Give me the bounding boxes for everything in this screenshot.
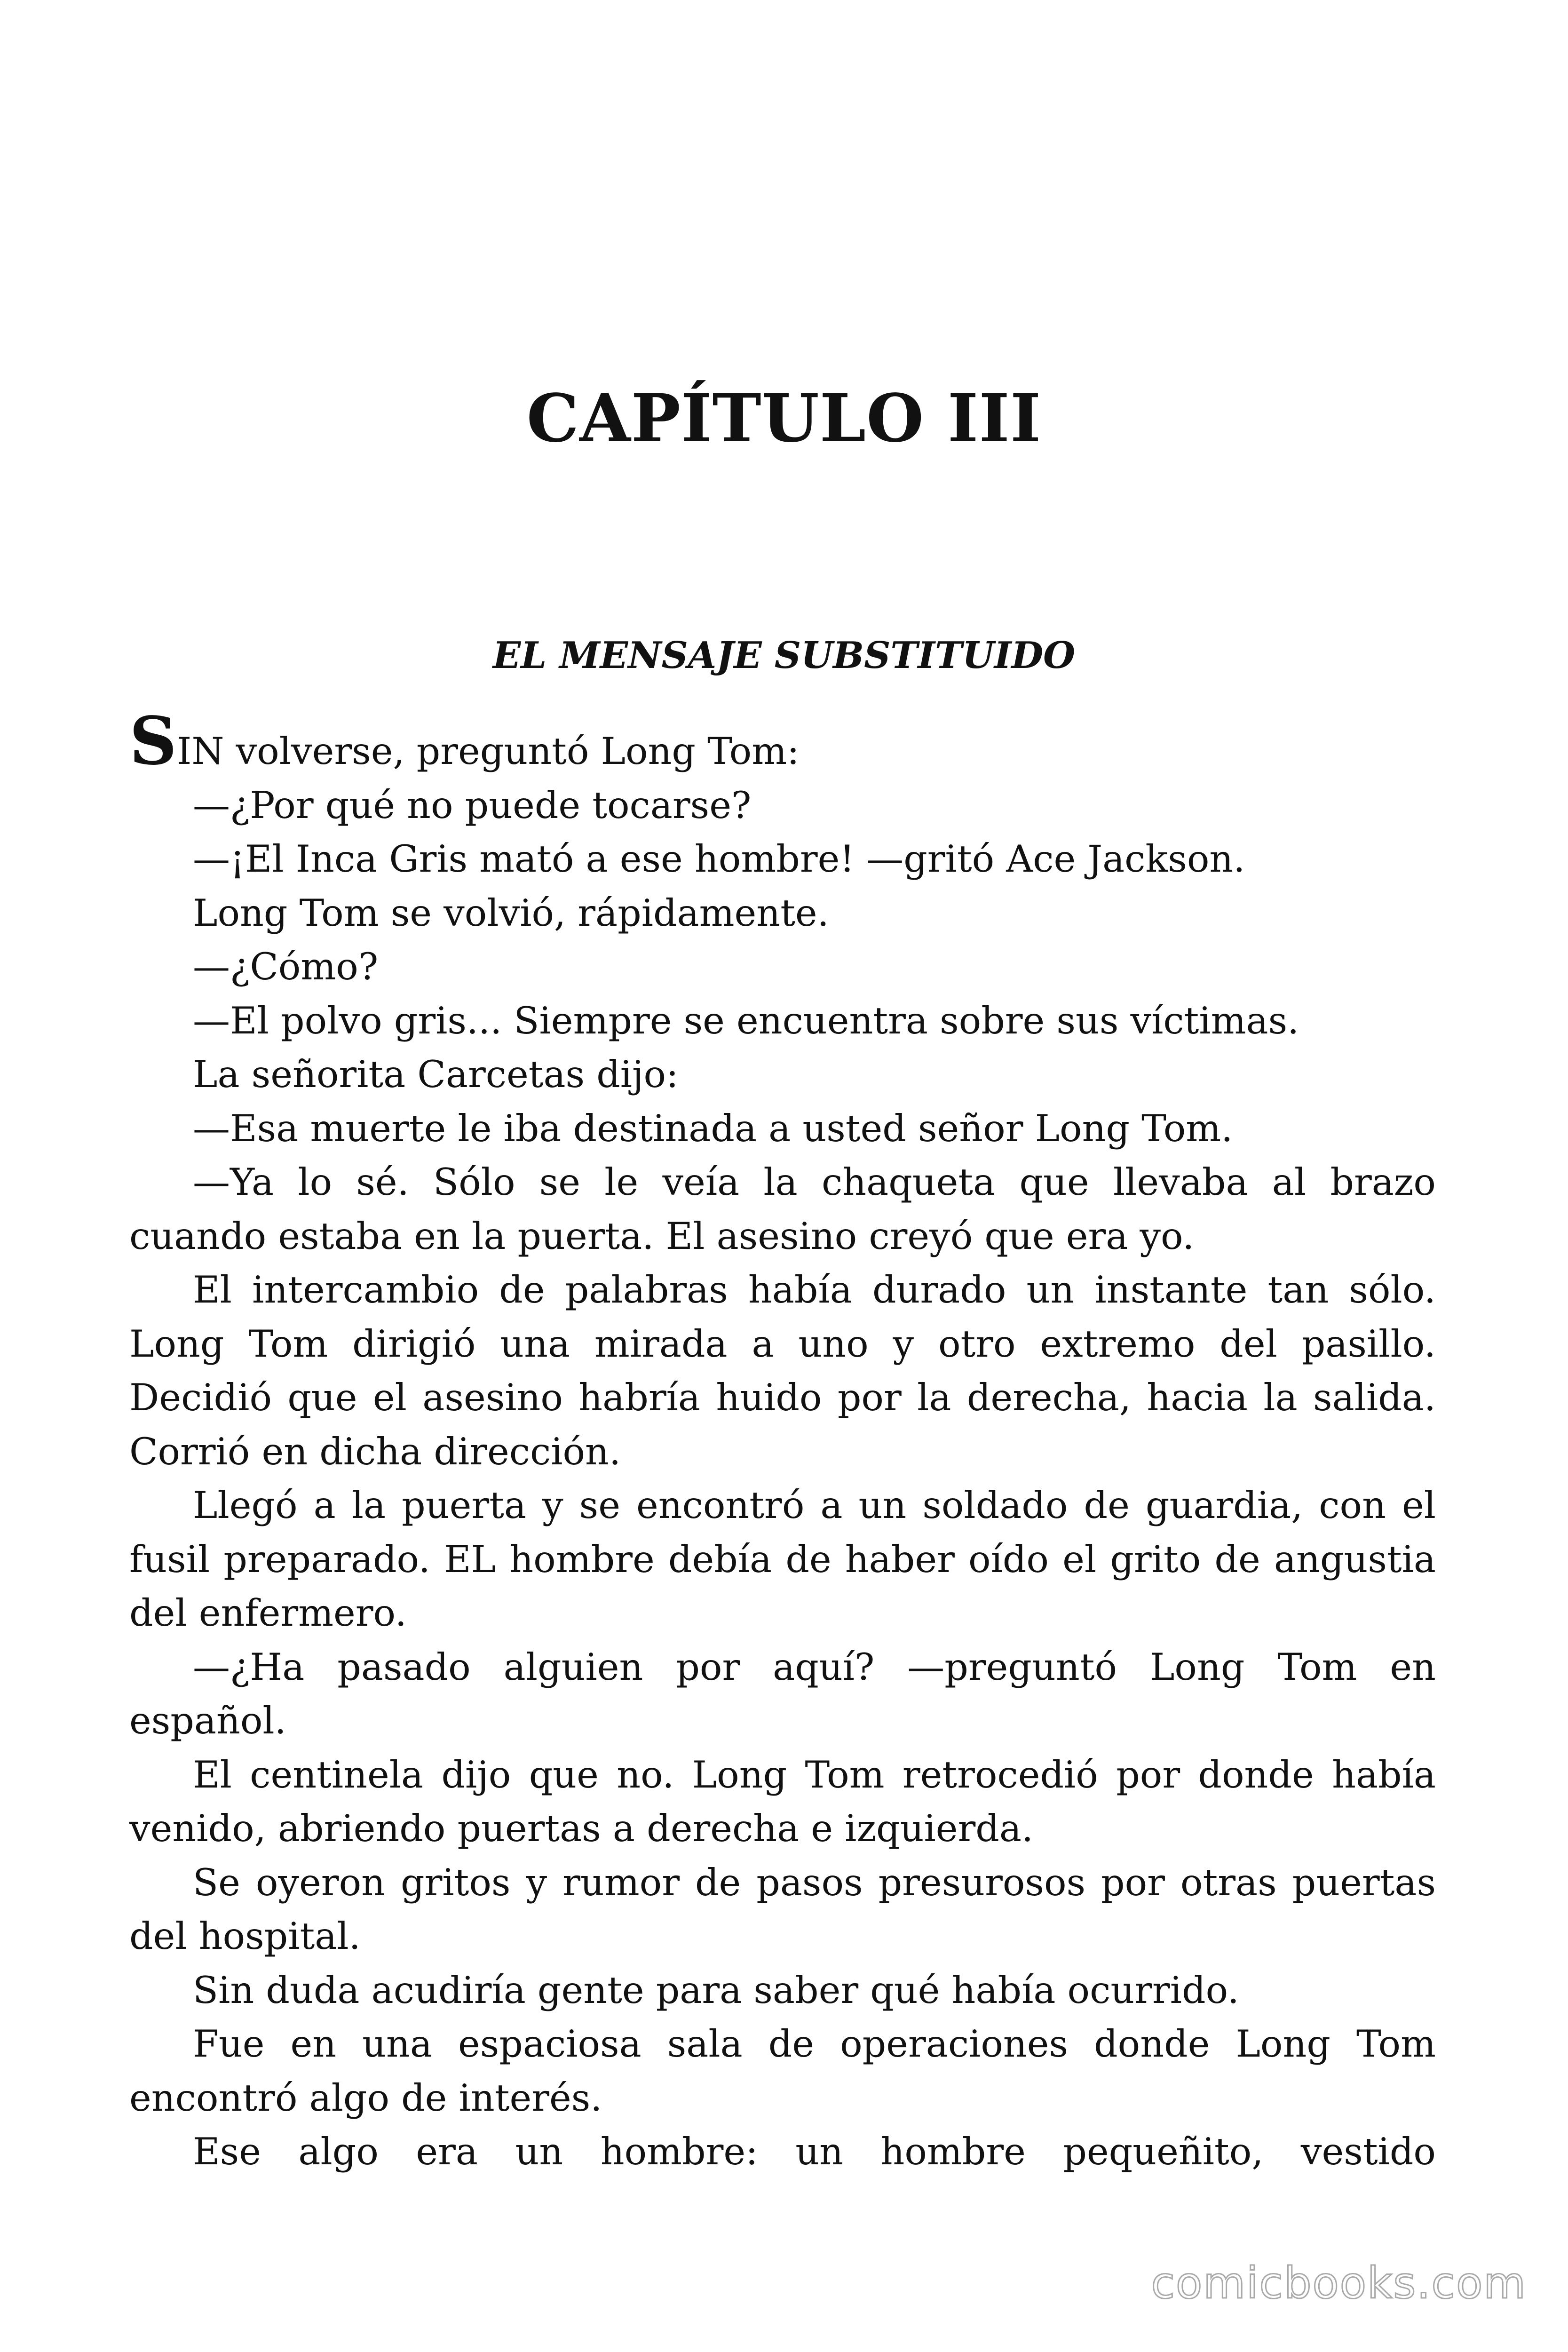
paragraph: —¡El Inca Gris mató a ese hombre! —gritó Ace Jackson.: [193, 837, 1245, 881]
paragraph: —¿Ha pasado alguien por aquí? —preguntó Long Tom en español.: [129, 1645, 1436, 1742]
opening-paragraph: [129, 703, 1436, 780]
paragraph: —Ya lo sé. Sólo se le veía la chaqueta que llevaba al brazo cuando estaba en la puerta. El asesino creyó que era yo.: [129, 1160, 1436, 1258]
paragraph: —Esa muerte le iba destinada a usted señor Long Tom.: [193, 1106, 1233, 1150]
paragraph: —¿Por qué no puede tocarse?: [193, 783, 752, 827]
paragraph: Se oyeron gritos y rumor de pasos presurosos por otras puertas del hospital.: [129, 1860, 1436, 1958]
paragraph: —El polvo gris... Siempre se encuentra sobre sus víctimas.: [193, 999, 1299, 1042]
paragraph: Sin duda acudiría gente para saber qué había ocurrido.: [193, 1968, 1239, 2012]
paragraph: Llegó a la puerta y se encontró a un soldado de guardia, con el fusil preparado. EL hombre debía de haber oído el grito de angustia del enfermero.: [129, 1484, 1436, 1635]
site-watermark: comicbooks.com: [1151, 2258, 1527, 2308]
opening-paragraph-text: IN volverse, preguntó Long Tom:: [177, 730, 800, 773]
chapter-title: CAPÍTULO III: [526, 380, 1042, 457]
chapter-body: [129, 703, 1436, 2179]
paragraph: La señorita Carcetas dijo:: [193, 1053, 679, 1096]
paragraph: Long Tom se volvió, rápidamente.: [193, 891, 829, 935]
drop-initial: S: [129, 703, 177, 780]
paragraph: Fue en una espaciosa sala de operaciones donde Long Tom encontró algo de interés.: [129, 2022, 1436, 2120]
chapter-subtitle: EL MENSAJE SUBSTITUIDO: [492, 634, 1076, 677]
paragraph: Ese algo era un hombre: un hombre pequeñito, vestido: [193, 2130, 1436, 2173]
paragraph: El centinela dijo que no. Long Tom retrocedió por donde había venido, abriendo puertas a derecha e izquierda.: [129, 1753, 1436, 1850]
paragraph: El intercambio de palabras había durado un instante tan sólo. Long Tom dirigió una mirada a uno y otro extremo del pasillo. Decidió que el asesino habría huido por la derecha, hacia la salida. Corrió en dicha dirección.: [129, 1268, 1436, 1473]
paragraph: —¿Cómo?: [193, 945, 379, 988]
